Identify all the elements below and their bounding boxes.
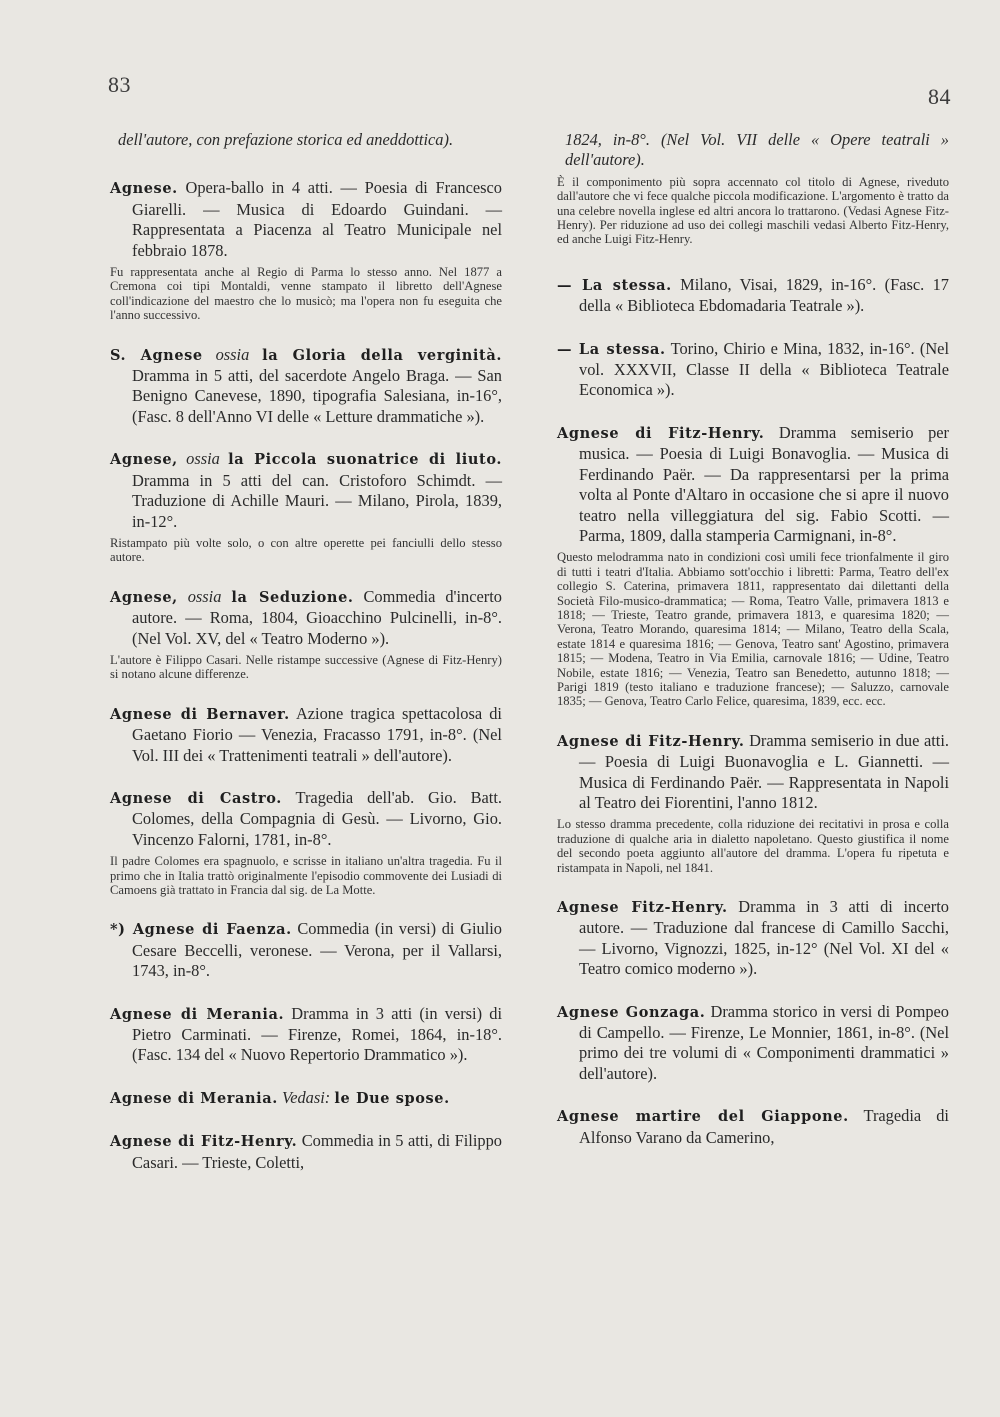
entry-text [110, 704, 502, 766]
entry-heading: — La stessa. [557, 276, 672, 294]
entry-text [557, 275, 949, 317]
entry-connector: ossia [202, 344, 263, 364]
entry-heading: Agnese di Fitz-Henry. [557, 732, 745, 750]
entry-connector: ossia [177, 586, 232, 606]
entry-heading: Agnese. [110, 180, 178, 198]
catalog-entry [557, 731, 949, 875]
page-number-right: 84 [928, 84, 951, 109]
entry-heading: Agnese di Fitz-Henry. [110, 1133, 298, 1151]
entry-text [557, 339, 949, 401]
catalog-entry [110, 449, 502, 564]
entry-description: Dramma in 5 atti del can. Cristoforo Schimdt. — Traduzione di Achille Mauri. — Milano, Pirola, 1839, in-12°. [132, 470, 502, 531]
catalog-entry [110, 1088, 502, 1109]
catalog-entry [110, 704, 502, 766]
entry-heading: Agnese di Merania. [110, 1005, 285, 1023]
entry-heading: Agnese Gonzaga. [557, 1003, 706, 1021]
entry-heading: Agnese Fitz-Henry. [557, 899, 728, 917]
entry-heading: Agnese di Castro. [110, 789, 282, 807]
entry-text [557, 1002, 949, 1085]
entry-connector: Vedasi: [277, 1087, 335, 1107]
entry-text [110, 449, 502, 532]
catalog-entry [110, 788, 502, 897]
entry-heading: Agnese di Bernaver. [110, 705, 290, 723]
entry-text [557, 130, 949, 171]
entry-text [110, 345, 502, 428]
catalog-entry [557, 130, 949, 247]
entry-note: È il componimento più sopra accennato col titolo di Agnese, riveduto dall'autore che vi fece qualche piccola modificazione. L'argomento è tratto da una celebre novella inglese ed altri ancora lo trattarono. (Vedasi Agnese Fitz-Henry). Per riduzione ad uso dei collegi maschili vedasi Alberto Fitz-Henry, ed anche Luigi Fitz-Henry. [557, 174, 949, 247]
entry-heading: — La stessa. [557, 340, 666, 358]
entry-heading: Agnese martire del Giappone. [557, 1108, 849, 1126]
catalog-entry [557, 423, 949, 709]
entry-note: Questo melodramma nato in condizioni così umili fece trionfalmente il giro di tutti i teatri d'Italia. Abbiamo sott'occhio i libretti: Parma, Teatro dell'ex collegio S. Caterina, primavera 1811, rappresentato dai dilettanti della Società Filo-musico-drammatica; — Roma, Teatro Valle, primavera 1813 e 1818; — Trieste, Teatro grande, primavera 1813, e quaresima 1820; — Verona, Teatro Morando, quaresima 1814; — Milano, Teatro della Scala, estate 1814 e quaresima 1816; — Genova, Teatro sant' Agostino, primavera 1815; — Modena, Teatro in Via Emilia, carnovale 1816; — Udine, Teatro Nobile, estate 1816; — Venezia, Teatro san Benedetto, autunno 1818; — Parigi 1819 (testo italiano e traduzione francese); — Saluzzo, carnovale 1835; — Genova, Teatro Carlo Felice, quaresima, 1839, ecc. ecc. [557, 550, 949, 709]
entry-text [110, 788, 502, 850]
catalog-entry [557, 275, 949, 317]
entry-description: Opera-ballo in 4 atti. — Poesia di Francesco Giarelli. — Musica di Edoardo Guindani. — Rappresentata a Piacenza al Teatro Municipale nel febbraio 1878. [132, 178, 502, 260]
entry-description: Dramma storico in versi di Pompeo di Campello. — Firenze, Le Monnier, 1861, in-8°. (Nel primo dei tre volumi di « Componimenti drammatici » dell'autore). [579, 1001, 950, 1083]
entry-description: Dramma semiserio per musica. — Poesia di Luigi Bonavoglia. — Musica di Ferdinando Paër. — Da rappresentarsi per la prima volta al Ponte d'Altaro in occasione che si apre il nuovo teatro nella villeggiatura del sig. Fabio Scotti. — Parma, 1809, dalla stamperia Carmignani, in-8°. [579, 422, 950, 545]
entry-heading: S. Agnese [110, 346, 203, 364]
entry-description: Dramma in 5 atti, del sacerdote Angelo Braga. — San Benigno Canevese, 1890, tipografia Salesiana, in-16°, (Fasc. 8 dell'Anno VI delle « Letture drammatiche »). [132, 366, 502, 426]
catalog-entry [110, 345, 502, 428]
entry-heading: *) Agnese di Faenza. [110, 921, 292, 939]
entry-text [110, 1088, 502, 1109]
entry-note: Fu rappresentata anche al Regio di Parma lo stesso anno. Nel 1877 a Cremona coi tipi Montaldi, venne stampato il libretto dell'Agnese coll'indicazione del maestro che lo musicò; ma l'opera non fu eseguita che l'anno successivo. [110, 265, 502, 323]
entry-text [110, 919, 502, 981]
entry-description: Dramma semiserio in due atti. — Poesia di Luigi Buonavoglia e L. Giannetti. — Musica di Ferdinando Paër. — Rappresentata in Napoli al Teatro dei Fiorentini, l'anno 1812. [579, 730, 949, 812]
catalog-entry [110, 1131, 502, 1173]
entry-text [557, 897, 949, 980]
entry-text [110, 1131, 502, 1173]
entry-description: Dramma in 3 atti (in versi) di Pietro Carminati. — Firenze, Romei, 1864, in-18°. (Fasc. 134 del « Nuovo Repertorio Drammatico »). [132, 1003, 502, 1065]
entry-description: Commedia d'incerto autore. — Roma, 1804, Gioacchino Pulcinelli, in-8°. (Nel Vol. XV, del « Teatro Moderno »). [132, 586, 503, 648]
entry-heading: Agnese di Fitz-Henry. [557, 424, 765, 442]
entry-description: Tragedia dell'ab. Gio. Batt. Colomes, della Compagnia di Gesù. — Livorno, Gio. Vincenzo Falorni, 1781, in-8°. [132, 787, 503, 849]
entry-description: Commedia in 5 atti, di Filippo Casari. — Trieste, Coletti, [132, 1131, 502, 1172]
catalog-entry [110, 178, 502, 322]
entry-connector: ossia [177, 449, 229, 469]
entry-text [110, 587, 502, 649]
entry-heading: Agnese di Merania. [110, 1089, 278, 1107]
entry-alt-title: la Gloria della verginità. [262, 346, 502, 364]
entry-note: Il padre Colomes era spagnuolo, e scrisse in italiano un'altra tragedia. Fu il primo che in Italia trattò originalmente l'episodio commovente dei Lusiadi di Camoens già trattato in Francia dal sig. de La Motte. [110, 854, 502, 897]
entry-text [110, 1004, 502, 1066]
entry-text [110, 178, 502, 261]
catalog-entry [557, 1106, 949, 1148]
entry-description: Torino, Chirio e Mina, 1832, in-16°. (Nel vol. XXXVII, Classe II della « Biblioteca Teatrale Economica »). [579, 338, 949, 400]
entry-text [110, 130, 502, 150]
entry-note: Ristampato più volte solo, o con altre operette pei fanciulli dello stesso autore. [110, 535, 502, 565]
entry-description: Tragedia di Alfonso Varano da Camerino, [579, 1106, 949, 1147]
catalog-entry [110, 1004, 502, 1066]
entry-description: dell'autore, con prefazione storica ed aneddottica). [118, 130, 454, 149]
catalog-entry [110, 130, 502, 150]
entry-description: Milano, Visai, 1829, in-16°. (Fasc. 17 della « Biblioteca Ebdomadaria Teatrale »). [579, 274, 949, 316]
entry-text [557, 731, 949, 814]
entry-alt-title: la Seduzione. [231, 588, 354, 606]
catalog-entry [110, 587, 502, 682]
entry-alt-title: le Due spose. [334, 1089, 450, 1107]
entry-note: L'autore è Filippo Casari. Nelle ristampe successive (Agnese di Fitz-Henry) si notano alcune differenze. [110, 652, 502, 682]
entry-description: Azione tragica spettacolosa di Gaetano Fiorio — Venezia, Fracasso 1791, in-8°. (Nel Vol. III dei « Trattenimenti teatrali » dell'autore). [132, 703, 502, 765]
entry-alt-title: la Piccola suonatrice di liuto. [228, 451, 502, 469]
entry-text [557, 423, 949, 546]
entry-description: Commedia (in versi) di Giulio Cesare Beccelli, veronese. — Verona, per il Vallarsi, 1743, in-8°. [132, 919, 502, 981]
catalog-entry [557, 1002, 949, 1085]
entry-description: Dramma in 3 atti di incerto autore. — Traduzione dal francese di Camillo Sacchi, — Livorno, Vignozzi, 1825, in-12° (Nel Vol. XI del « Teatro comico moderno »). [579, 897, 949, 979]
catalog-entry [557, 339, 949, 401]
entry-note: Lo stesso dramma precedente, colla riduzione dei recitativi in prosa e colla traduzione di qualche aria in dialetto napoletano. Questo giustifica il nome del secondo poeta aggiunto all'autore del dramma. L'opera fu ripetuta e ristampata in Napoli, nel 1841. [557, 817, 949, 875]
left-column [110, 130, 502, 1195]
page-number-left: 83 [108, 72, 131, 97]
entry-heading: Agnese, [110, 451, 178, 469]
catalog-entry [557, 897, 949, 980]
entry-heading: Agnese, [110, 588, 178, 606]
right-column [557, 130, 949, 1170]
catalog-entry [110, 919, 502, 981]
entry-text [557, 1106, 949, 1148]
entry-description: 1824, in-8°. (Nel Vol. VII delle « Opere teatrali » dell'autore). [565, 130, 949, 170]
